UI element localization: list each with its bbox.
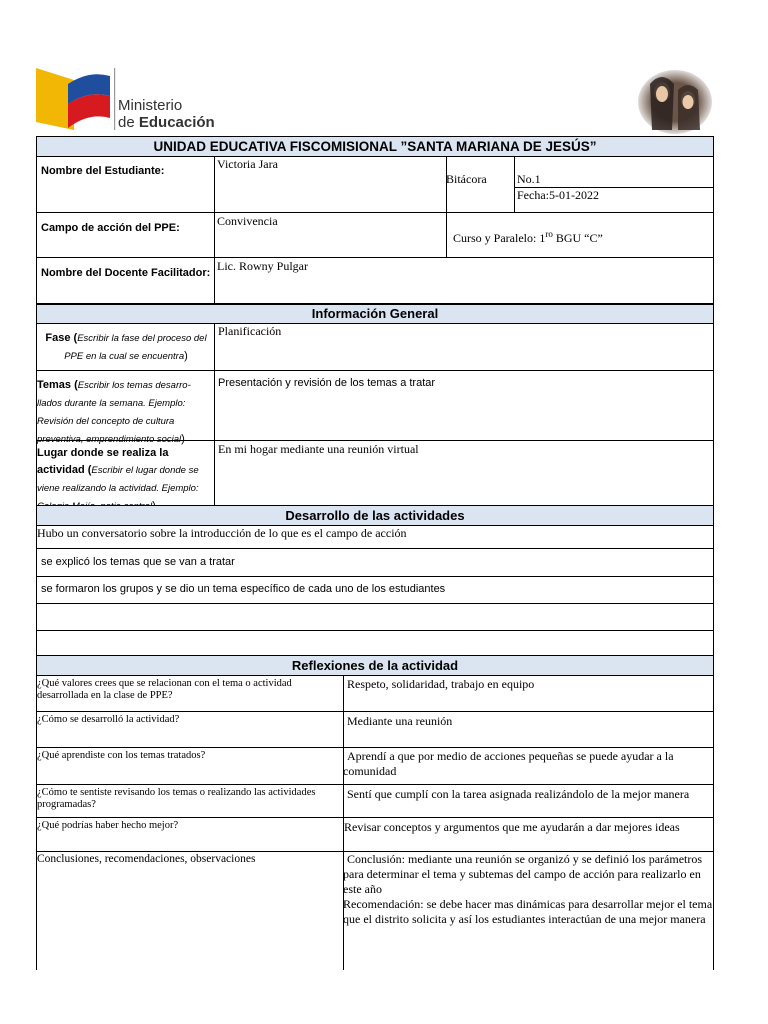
docente-row	[37, 258, 713, 304]
saint-portrait-image	[638, 70, 712, 134]
campo-label: Campo de acción del PPE:	[41, 222, 180, 234]
student-row	[37, 156, 713, 213]
desarrollo-title: Desarrollo de las actividades	[37, 505, 713, 526]
reflexion-row	[37, 712, 713, 748]
lugar-row	[37, 441, 713, 505]
campo-row	[37, 213, 713, 258]
conclusion-text: Conclusión: mediante una reunión se organizó y se definió los parámetros para determinar el tema y subtemas del campo de acción para realizarlo en este año	[343, 852, 703, 896]
desarrollo-line-empty	[37, 604, 713, 631]
temas-row	[37, 371, 713, 445]
curso-paralelo: Curso y Paralelo: $1^{ro}$ BGU “C”	[453, 229, 603, 245]
reflexion-answer: Revisar conceptos y argumentos que me ayudarán a dar mejores ideas	[344, 820, 680, 834]
docente-value: Lic. Rowny Pulgar	[217, 259, 308, 273]
fase-value: Planificación	[218, 324, 282, 338]
fecha-value: Fecha:5-01-2022	[517, 188, 599, 202]
bitacora-label: Bitácora	[446, 172, 487, 186]
lugar-label: Lugar donde se realiza la actividad (Escribir el lugar donde se viene realizando la actividad. Ejemplo:	[37, 447, 199, 494]
desarrollo-line: se explicó los temas que se van a tratar	[37, 549, 713, 577]
reflexion-question: ¿Qué valores crees que se relacionan con el tema o actividad desarrollada en la clase de PPE?	[37, 678, 292, 701]
reflexion-row	[37, 748, 713, 785]
reflexion-answer: Sentí que cumplí con la tarea asignada realizándolo de la mejor manera	[347, 787, 690, 801]
temas-value: Presentación y revisión de los temas a tratar	[218, 377, 436, 389]
student-name-label: Nombre del Estudiante:	[41, 165, 165, 177]
conclusiones-label: Conclusiones, recomendaciones, observaciones	[37, 853, 256, 865]
reflexion-answer: Mediante una reunión	[347, 714, 453, 728]
info-general-title: Información General	[37, 304, 713, 324]
ministerio-wordmark: Ministerio de Educación	[118, 97, 215, 131]
reflexion-question: ¿Cómo se desarrolló la actividad?	[37, 714, 180, 725]
bitacora-form	[36, 136, 714, 970]
student-name-value: Victoria Jara	[217, 157, 278, 171]
fase-row	[37, 323, 713, 371]
reflexiones-title: Reflexiones de la actividad	[37, 655, 713, 676]
reflexion-question: ¿Cómo te sentiste revisando los temas o realizando las actividades programadas?	[37, 787, 316, 810]
campo-value: Convivencia	[217, 214, 278, 228]
lugar-value: En mi hogar mediante una reunión virtual	[218, 442, 419, 456]
reflexion-row	[37, 852, 713, 970]
reflexion-row	[37, 818, 713, 852]
reflexion-question: ¿Qué aprendiste con los temas tratados?	[37, 750, 206, 761]
reflexion-answer: Respeto, solidaridad, trabajo en equipo	[347, 677, 535, 691]
reflexion-answer: Aprendí a que por medio de acciones pequeñas se puede ayudar a la comunidad	[343, 749, 674, 778]
reflexion-question: ¿Qué podrías haber hecho mejor?	[37, 820, 179, 831]
desarrollo-line: se formaron los grupos y se dio un tema específico de cada uno de los estudiantes	[37, 577, 713, 604]
desarrollo-line: Hubo un conversatorio sobre la introducción de lo que es el campo de acción	[37, 525, 713, 549]
desarrollo-line-empty	[37, 631, 713, 655]
fase-label: Fase (Escribir la fase del proceso del PPE en la cual se encuentra)	[45, 332, 207, 362]
reflexion-row	[37, 785, 713, 818]
recomendacion-text: Recomendación: se debe hacer mas dinámicas para desarrollar mejor el tema que el distrito solicita y así los estudiantes interactúan de una mejor manera	[343, 897, 713, 926]
school-title: UNIDAD EDUCATIVA FISCOMISIONAL ”SANTA MARIANA DE JESÚS”	[37, 136, 713, 157]
bitacora-number: No.1	[517, 172, 541, 186]
reflexion-row	[37, 675, 713, 712]
docente-label: Nombre del Docente Facilitador:	[41, 267, 211, 279]
temas-label: Temas (Escribir los temas desarro-llados durante la semana. Ejemplo: Revisión del concepto de cultura preventiva, emprendimiento social)	[37, 379, 191, 445]
